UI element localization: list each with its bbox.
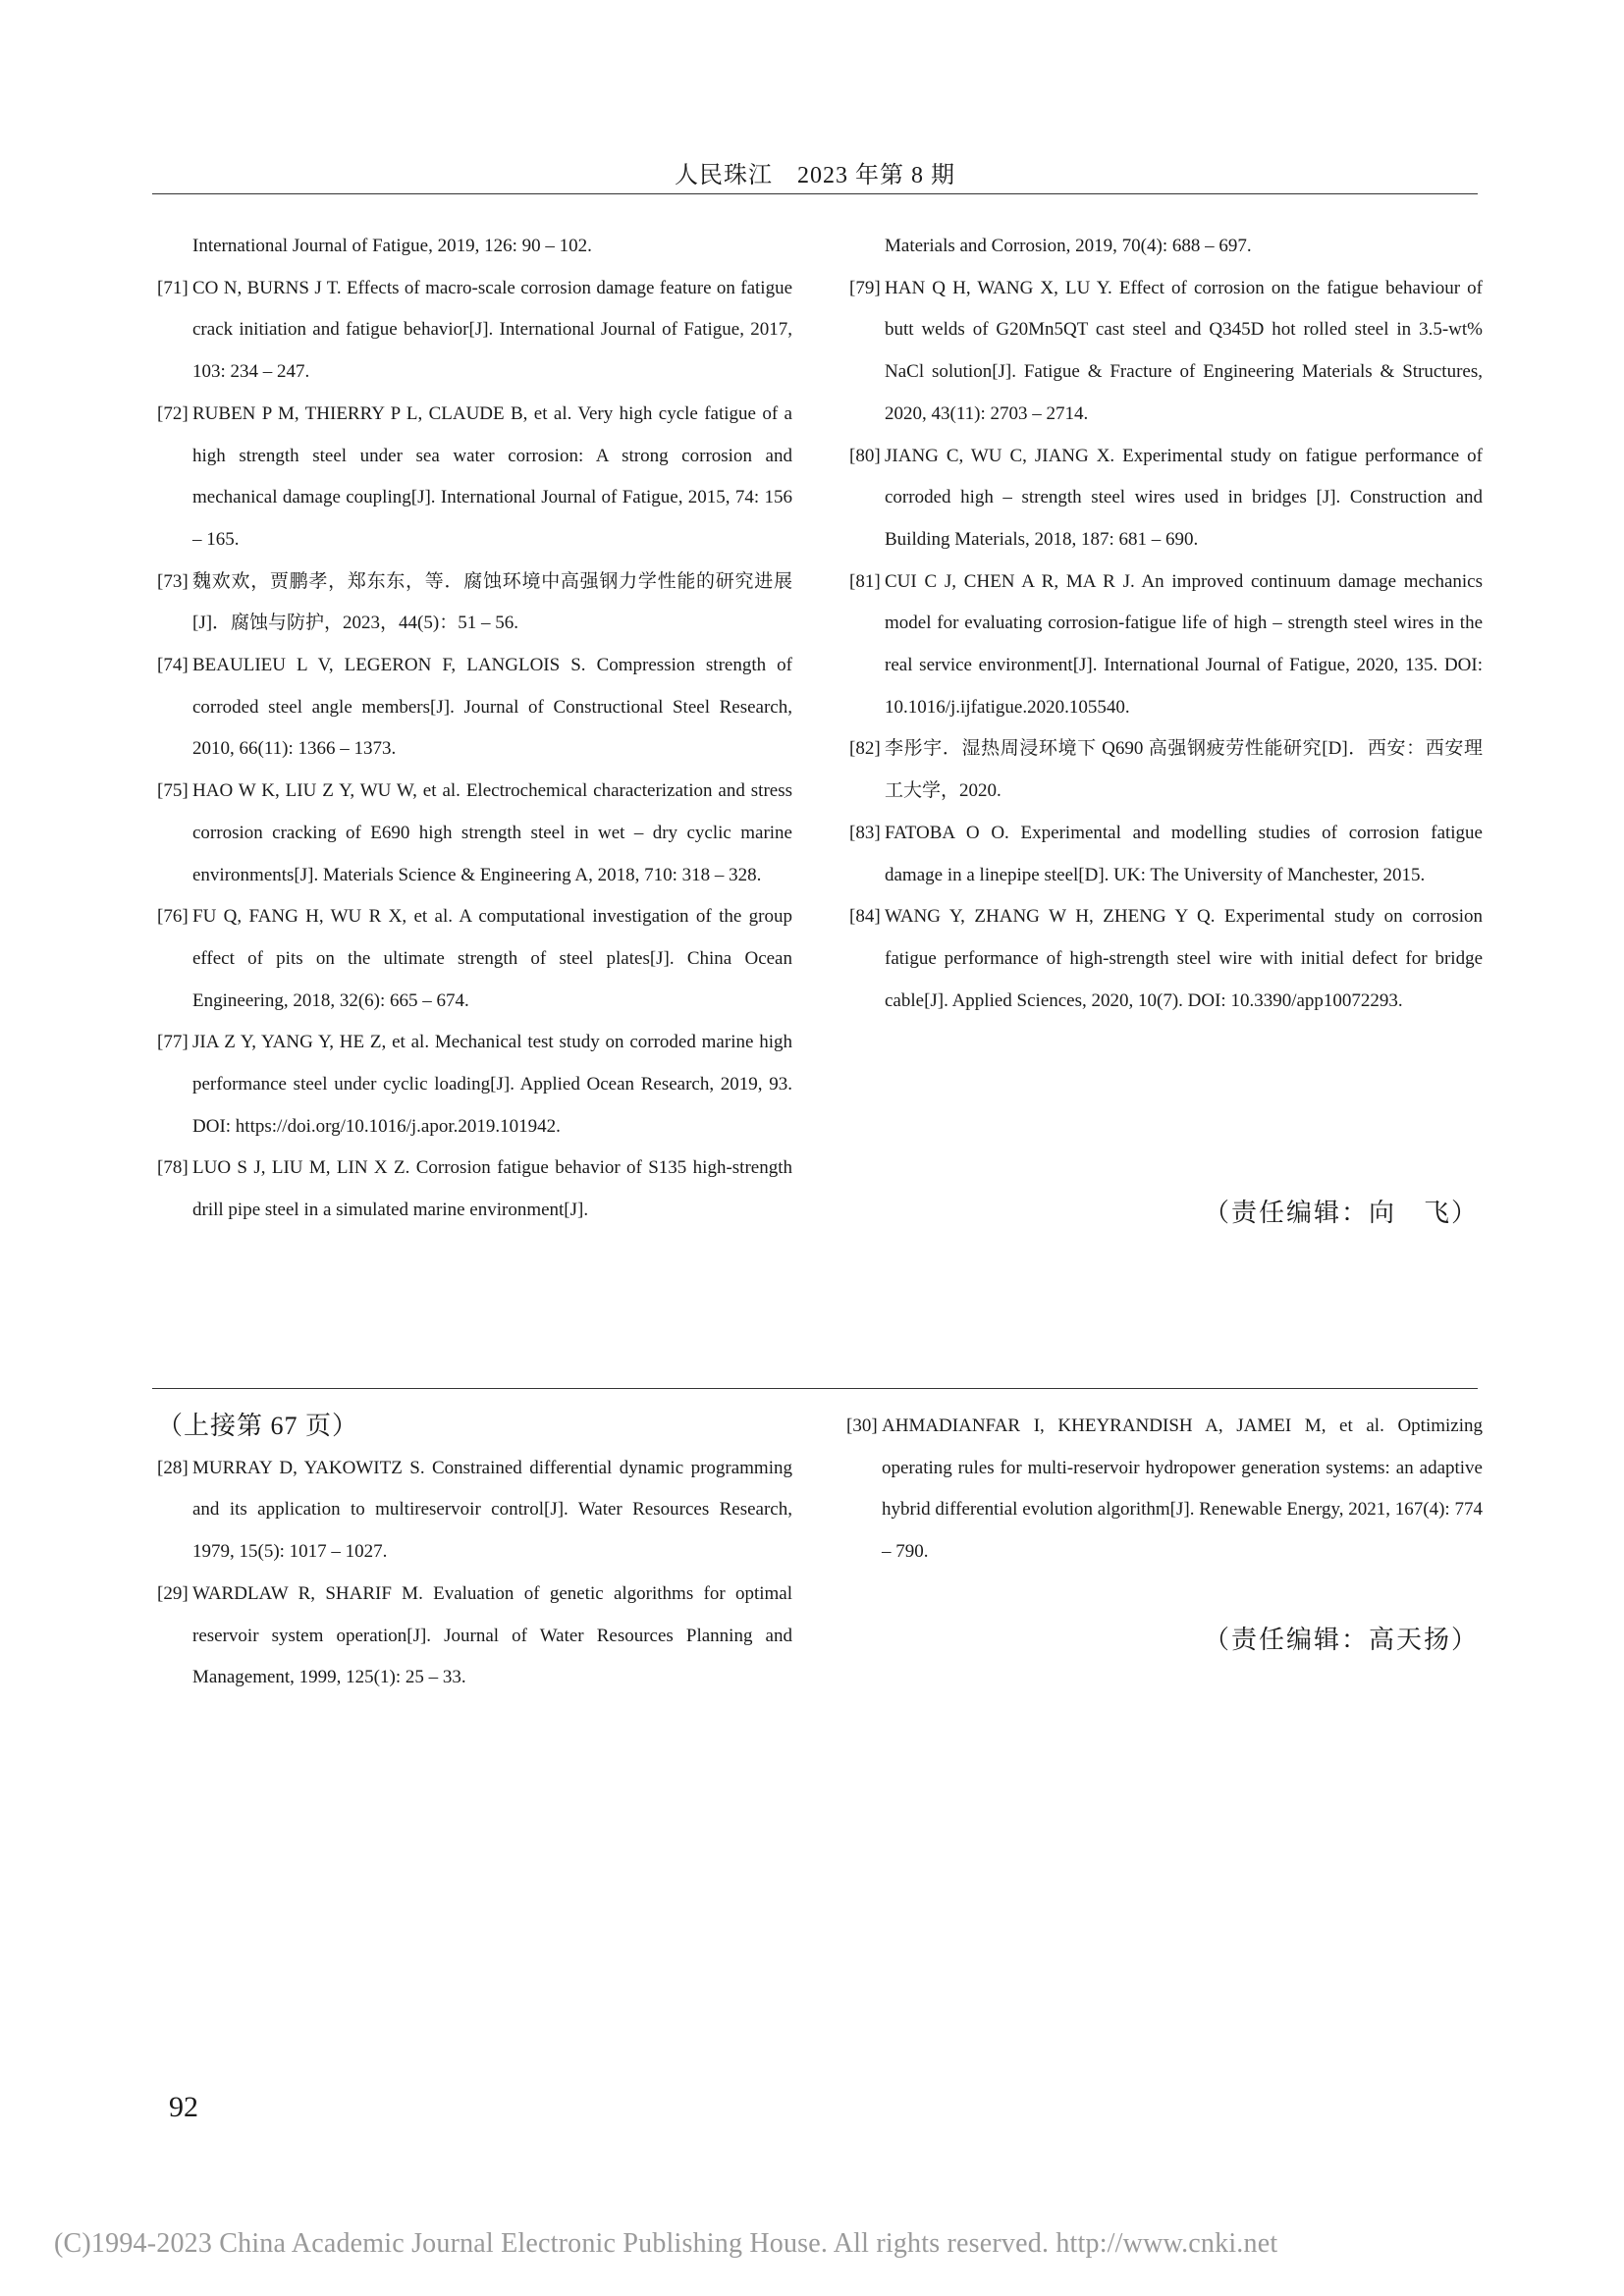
reference-number: [79]	[849, 277, 881, 298]
reference-text: 魏欢欢，贾鹏孝，郑东东，等．腐蚀环境中高强钢力学性能的研究进展[J]．腐蚀与防护，2023，44(5)：51 – 56.	[192, 570, 792, 634]
reference-text: 李彤宇．湿热周浸环境下 Q690 高强钢疲劳性能研究[D]．西安：西安理工大学，2020.	[885, 738, 1483, 802]
editor-credit: （责任编辑：向 飞）	[1203, 1199, 1479, 1227]
reference-76	[157, 896, 792, 1022]
reference-73	[157, 561, 792, 645]
reference-text: HAO W K, LIU Z Y, WU W, et al. Electrochemical characterization and stress corrosion cracking of E690 high strength steel in wet – dry cyclic marine environments[J]. Materials Science & Engineering A, 2018, 710: 318 – 328.	[192, 780, 792, 885]
reference-number: [80]	[849, 445, 881, 466]
reference-83	[849, 813, 1483, 896]
references-column-left	[157, 226, 792, 1232]
reference-81	[849, 561, 1483, 729]
reference-number: [73]	[157, 570, 189, 592]
reference-number: [71]	[157, 277, 189, 298]
reference-number: [72]	[157, 402, 189, 424]
reference-number: [75]	[157, 780, 189, 802]
reference-text: AHMADIANFAR I, KHEYRANDISH A, JAMEI M, et al. Optimizing operating rules for multi-reservoir hydropower generation systems: an adaptive hybrid differential evolution algorithm[J]. Renewable Energy, 2021, 167(4): 774 – 790.	[882, 1415, 1483, 1563]
reference-28	[157, 1448, 792, 1574]
reference-80	[849, 436, 1483, 561]
section-divider	[152, 1388, 1478, 1389]
reference-number: [77]	[157, 1032, 189, 1053]
reference-74	[157, 645, 792, 771]
reference-text: CO N, BURNS J T. Effects of macro-scale corrosion damage feature on fatigue crack initiation and fatigue behavior[J]. International Journal of Fatigue, 2017, 103: 234 – 247.	[192, 277, 792, 383]
editor-credit: （责任编辑：高天扬）	[1203, 1626, 1479, 1654]
header-rule	[152, 193, 1478, 194]
reference-30	[846, 1406, 1483, 1574]
reference-text: RUBEN P M, THIERRY P L, CLAUDE B, et al. Very high cycle fatigue of a high strength steel under sea water corrosion: A strong corrosion and mechanical damage coupling[J]. International Journal of Fatigue, 2015, 74: 156 – 165.	[192, 402, 792, 550]
reference-71	[157, 268, 792, 394]
reference-number: [30]	[846, 1415, 878, 1436]
reference-continuation: International Journal of Fatigue, 2019, 126: 90 – 102.	[192, 236, 592, 256]
reference-text: FATOBA O O. Experimental and modelling studies of corrosion fatigue damage in a linepipe steel[D]. UK: The University of Manchester, 2015.	[885, 822, 1483, 885]
reference-text: WANG Y, ZHANG W H, ZHENG Y Q. Experimental study on corrosion fatigue performance of high-strength steel wire with initial defect for bridge cable[J]. Applied Sciences, 2020, 10(7). DOI: 10.3390/app10072293.	[885, 906, 1483, 1011]
reference-number: [76]	[157, 906, 189, 928]
reference-number: [29]	[157, 1582, 189, 1604]
reference-82	[849, 728, 1483, 812]
reference-75	[157, 771, 792, 896]
reference-text: FU Q, FANG H, WU R X, et al. A computational investigation of the group effect of pits on the ultimate strength of steel plates[J]. China Ocean Engineering, 2018, 32(6): 665 – 674.	[192, 906, 792, 1011]
reference-number: [78]	[157, 1157, 189, 1179]
references-column-right	[849, 226, 1483, 1022]
reference-text: BEAULIEU L V, LEGERON F, LANGLOIS S. Compression strength of corroded steel angle members[J]. Journal of Constructional Steel Research, 2010, 66(11): 1366 – 1373.	[192, 655, 792, 760]
reference-84	[849, 896, 1483, 1022]
continued-references-left	[157, 1406, 792, 1699]
reference-text: JIA Z Y, YANG Y, HE Z, et al. Mechanical test study on corroded marine high performance steel under cyclic loading[J]. Applied Ocean Research, 2019, 93. DOI: https://doi.org/10.1016/j.apor.2019.101942.	[192, 1032, 792, 1137]
running-header: 人民珠江 2023 年第 8 期	[675, 163, 955, 188]
reference-78	[157, 1148, 792, 1231]
reference-79	[849, 268, 1483, 436]
reference-number: [82]	[849, 738, 881, 760]
reference-number: [28]	[157, 1457, 189, 1478]
reference-text: JIANG C, WU C, JIANG X. Experimental study on fatigue performance of corroded high – strength steel wires used in bridges [J]. Construction and Building Materials, 2018, 187: 681 – 690.	[885, 445, 1483, 550]
reference-number: [83]	[849, 822, 881, 843]
reference-29	[157, 1574, 792, 1699]
page-number: 92	[169, 2091, 198, 2123]
reference-text: MURRAY D, YAKOWITZ S. Constrained differential dynamic programming and its application to multireservoir control[J]. Water Resources Research, 1979, 15(5): 1017 – 1027.	[192, 1457, 792, 1563]
continued-references-right	[846, 1406, 1483, 1574]
reference-number: [84]	[849, 906, 881, 928]
copyright-footer: (C)1994-2023 China Academic Journal Electronic Publishing House. All rights reserved. http://www.cnki.net	[54, 2228, 1278, 2259]
reference-continuation: Materials and Corrosion, 2019, 70(4): 688 – 697.	[885, 236, 1252, 256]
reference-text: CUI C J, CHEN A R, MA R J. An improved continuum damage mechanics model for evaluating corrosion-fatigue life of high – strength steel wires in the real service environment[J]. International Journal of Fatigue, 2020, 135. DOI: 10.1016/j.ijfatigue.2020.105540.	[885, 570, 1483, 718]
reference-number: [81]	[849, 570, 881, 592]
reference-72	[157, 394, 792, 561]
reference-text: LUO S J, LIU M, LIN X Z. Corrosion fatigue behavior of S135 high-strength drill pipe steel in a simulated marine environment[J].	[192, 1157, 792, 1221]
continued-from-note: （上接第 67 页）	[157, 1412, 359, 1440]
reference-text: WARDLAW R, SHARIF M. Evaluation of genetic algorithms for optimal reservoir system operation[J]. Journal of Water Resources Planning and Management, 1999, 125(1): 25 – 33.	[192, 1582, 792, 1688]
reference-77	[157, 1022, 792, 1148]
reference-text: HAN Q H, WANG X, LU Y. Effect of corrosion on the fatigue behaviour of butt welds of G20Mn5QT cast steel and Q345D hot rolled steel in 3.5-wt% NaCl solution[J]. Fatigue & Fracture of Engineering Materials & Structures, 2020, 43(11): 2703 – 2714.	[885, 277, 1483, 424]
reference-number: [74]	[157, 655, 189, 676]
